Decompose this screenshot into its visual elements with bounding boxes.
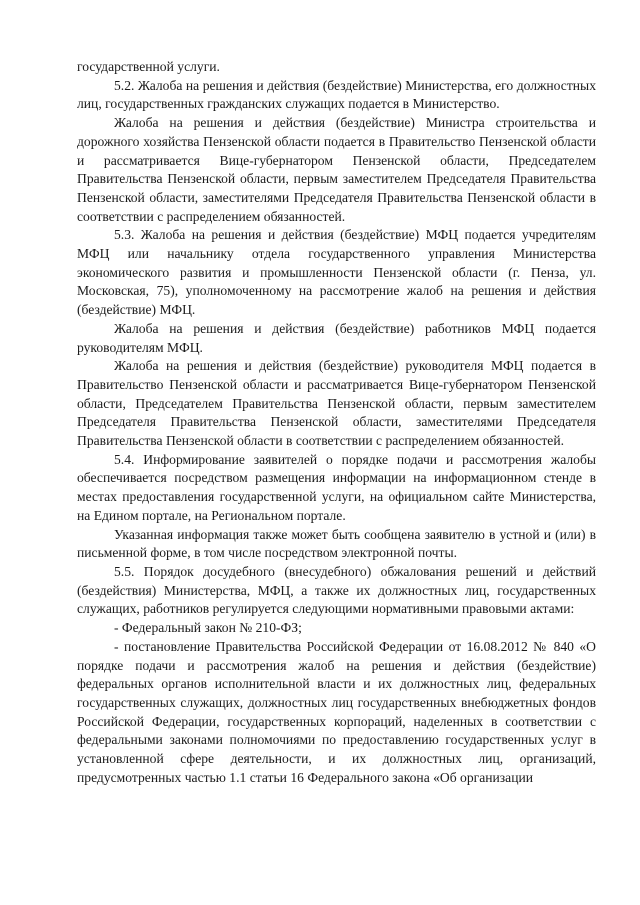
paragraph-mfc-head-complaint: Жалоба на решения и действия (бездействие) руководителя МФЦ подается в Правительство Пензенской области и рассматривается Вице-губернатором Пензенской области, Председателем Правительства Пензенской области, первым заместителем Председателя Правительства Пензенской области, заместителями Председателя Правительства Пензенской области в соответствии с распределением обязанностей. (77, 358, 596, 449)
paragraph-5-4: 5.4. Информирование заявителей о порядке подачи и рассмотрения жалобы обеспечивается посредством размещения информации на информационном стенде в местах предоставления государственной услуги, на официальном сайте Министерства, на Едином портале, на Региональном портале. (77, 451, 596, 523)
paragraph-5-2: 5.2. Жалоба на решения и действия (бездействие) Министерства, его должностных лиц, государственных гражданских служащих подается в Министерство. (77, 77, 596, 112)
paragraph-continuation: государственной услуги. (77, 59, 220, 74)
paragraph-mfc-workers-complaint: Жалоба на решения и действия (бездействие) работников МФЦ подается руководителям МФЦ. (77, 320, 596, 355)
paragraph-minister-complaint: Жалоба на решения и действия (бездействие) Министра строительства и дорожного хозяйства Пензенской области подается в Правительство Пензенской области и рассматривается Вице-губернатором Пензенской области, Председателем Правительства Пензенской области, первым заместителем Председателя Правительства Пензенской области, заместителями Председателя Правительства Пензенской области в соответствии с распределением обязанностей. (77, 115, 596, 224)
paragraph-5-5: 5.5. Порядок досудебного (внесудебного) обжалования решений и действий (бездействия) Министерства, МФЦ, а также их должностных лиц, государственных служащих, работников регулируется следующими нормативными правовыми актами: (77, 563, 596, 617)
document-page (77, 58, 596, 787)
list-item-government-decree: - постановление Правительства Российской Федерации от 16.08.2012 № 840 «О порядке подачи и рассмотрения жалоб на решения и действия (бездействие) федеральных органов исполнительной власти и их должностных лиц, федеральных государственных служащих, должностных лиц государственных внебюджетных фондов Российской Федерации, государственных корпораций, наделенных в соответствии с федеральными законами полномочиями по предоставлению государственных услуг в установленной сфере деятельности, и их должностных лиц, организаций, предусмотренных частью 1.1 статьи 16 Федерального закона «Об организации (77, 638, 596, 785)
paragraph-5-3: 5.3. Жалоба на решения и действия (бездействие) МФЦ подается учредителям МФЦ или начальнику отдела государственного управления Министерства экономического развития и промышленности Пензенской области (г. Пенза, ул. Московская, 75), уполномоченному на рассмотрение жалоб на решения и действия (бездействие) МФЦ. (77, 227, 596, 318)
paragraph-info-communication: Указанная информация также может быть сообщена заявителю в устной и (или) в письменной форме, в том числе посредством электронной почты. (77, 526, 596, 561)
list-item-federal-law: - Федеральный закон № 210-ФЗ; (114, 620, 302, 636)
